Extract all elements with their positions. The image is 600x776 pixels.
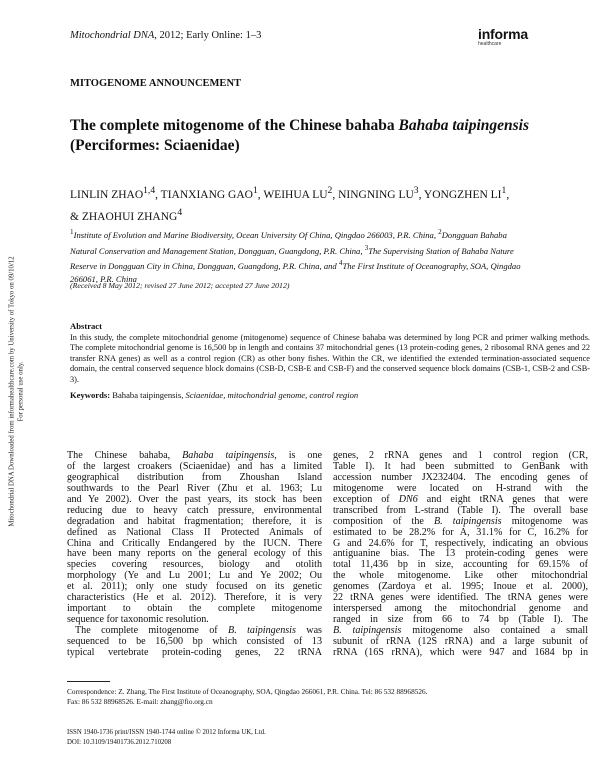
affiliation-text: The First Institute of Oceanography, SOA, Qingdao 266061, P.R. China (70, 260, 521, 284)
download-notice-line1: Mitochondrial DNA Downloaded from informahealthcare.com by University of Tokyo on 09/10/12 (8, 256, 16, 527)
title-text: The complete mitogenome of the Chinese bahaba (70, 117, 399, 134)
doi: DOI: 10.3109/19401736.2012.710208 (67, 738, 172, 746)
body-text: important to obtain the complete mitogenome (67, 603, 322, 615)
body-text: ranged in size from 66 to 74 bp (Table I). The (333, 614, 588, 626)
body-text: G and 24.6% for T, respectively, indicating an obvious (333, 537, 588, 549)
affiliation-text: Institute of Evolution and Marine Biodiversity, Ocean University Of China, Qingdao 266003, P.R. China, (73, 229, 439, 240)
body-text: subunit of rRNA (12S rRNA) and a large subunit of (333, 635, 588, 647)
body-text: sequence for taxonomic resolution. (67, 614, 209, 626)
body-text: of the largest croakers (Sciaenidae) and has a limited (67, 460, 322, 472)
journal-name: Mitochondrial DNA (70, 30, 155, 41)
author-name: & ZHAOHUI ZHANG (70, 210, 178, 223)
author-name: WEIHUA LU (263, 188, 328, 201)
download-notice-line2: For personal use only. (17, 361, 24, 422)
affiliation-text: The Supervising Station of Bahaba Nature Reserve in Dongguan City in China, Dongguan, Guangdong, P.R. China, and (70, 245, 514, 271)
keywords-rest: Sciaenidae, mitochondrial genome, control region (185, 390, 359, 400)
species-name: DN6 (398, 493, 418, 505)
body-text: antiguanine bias. The 13 protein-coding genes were (333, 548, 588, 560)
body-line (67, 648, 322, 659)
body-text: and eight tRNA genes that were (417, 493, 588, 505)
author-affiliation-mark: 3 (413, 185, 419, 196)
title-line2: (Perciformes: Sciaenidae) (70, 137, 240, 154)
body-text: interspersed among the mitochondrial genome and (333, 603, 588, 615)
body-text: genes, 2 rRNA genes and 1 control region (CR, (333, 450, 588, 461)
publication-info (67, 728, 266, 747)
affiliation-mark: 1 (70, 228, 74, 236)
species-name: Bahaba taipingensis (182, 450, 275, 461)
body-text: mitogenome were located on H-strand with the (333, 482, 588, 494)
body-text: degradation and habitat fragmentation; therefore, it is (67, 515, 322, 527)
body-text: have been many reports on the general ecology of this (67, 548, 322, 560)
body-text: sequenced to be 16,500 bp which consisted of 13 (67, 635, 322, 647)
body-column-left (67, 451, 322, 659)
body-text: defined as National Class II Protected Animals of (67, 526, 322, 538)
author-name: NINGNING LU (338, 188, 414, 201)
body-text: reducing due to heavy catch pressure, environmental (67, 504, 322, 516)
affiliation-mark: 2 (438, 228, 442, 236)
journal-issue: , 2012; Early Online: 1–3 (154, 30, 262, 41)
body-text: China and Critically Endangered by the IUCN. There (67, 537, 322, 549)
abstract (70, 321, 590, 386)
received-dates: (Received 8 May 2012; revised 27 June 2012; accepted 27 June 2012) (70, 281, 290, 290)
author-affiliation-mark: 1,4 (143, 185, 156, 196)
body-text: exception of (333, 493, 399, 505)
species-name: B. taipingensis (333, 625, 402, 636)
body-text: composition of the (333, 515, 434, 527)
body-text: , is one (274, 450, 322, 461)
species-name: B. taipingensis (434, 515, 502, 527)
affiliations (70, 226, 530, 285)
abstract-text: In this study, the complete mitochondrial genome (mitogenome) sequence of Chinese bahaba was determined by long PCR and primer walking methods. The complete mitochondrial genome is 16,500 bp in length and contains 37 mitochondrial genes (13 protein-coding genes, 2 ribosomal RNA genes and 22 transfer RNA genes) as well as a control region (CR) as other bony fishes. Within the CR, we identified the extended termination-associated sequence domain, the central conserved sequence block domains (CSB-D, CSB-E and CSB-F) and the conserved sequence block domains (CSB-1, CSB-2 and CSB-3). (70, 332, 590, 384)
author-name: LINLIN ZHAO (70, 188, 144, 201)
issn: ISSN 1940-1736 print/ISSN 1940-1744 online © 2012 Informa UK, Ltd. (67, 729, 266, 736)
author-list: LINLIN ZHAO$^{1,4}$, TIANXIANG GAO$^1$, WEIHUA $LU^2$, NINGNING $LU^3$, YONGZHEN $LI^1$, & ZHAOHUI ZHANG$^4$ (70, 185, 510, 223)
affiliation-mark: 3 (364, 243, 369, 252)
species-name: B. taipingensis (228, 625, 296, 636)
author-affiliation-mark: 2 (327, 185, 333, 196)
body-column-right (333, 451, 588, 659)
body-text: mitogenome also contained a small (401, 625, 588, 636)
body-text: Table I). It had been submitted to GenBank with (333, 460, 588, 472)
affiliation-text: Dongguan Bahaba Natural Conservation and Management Station, Dongguan, Guangdong, P.R. China, (70, 229, 507, 256)
publisher-logo (478, 27, 528, 47)
keywords (70, 390, 358, 400)
body-text: and Ye 2002). Over the past years, its stock has been (67, 493, 322, 505)
body-text: southwards to the Pearl River (Zhu et al. 1963; Lu (67, 482, 322, 494)
body-text: mitogenome was (501, 515, 588, 527)
body-text: morphology (Ye and Lu 2001; Lu and Ye 2002; Ou (67, 570, 322, 582)
body-text: accession number JX232404. The encoding genes of (333, 471, 588, 483)
correspondence-line2: Fax: 86 532 88968526. E-mail: zhang@fio.org.cn (67, 697, 213, 706)
affiliation-mark: 4 (338, 259, 343, 268)
body-text: The Chinese bahaba, (67, 450, 183, 461)
logo-sub: healthcare (478, 41, 502, 47)
body-text: et al. 2011); only one study focused on its genetic (67, 581, 322, 593)
body-text: characteristics (He et al. 2012). Therefore, it is very (67, 592, 322, 604)
body-text: was (295, 625, 322, 636)
body-text: species covering resources, biology and otolith (67, 559, 322, 571)
author-affiliation-mark: 1 (252, 185, 258, 196)
body-text: total 11,436 bp in size, accounting for 69.15% of (333, 559, 588, 571)
author-affiliation-mark: 4 (177, 206, 183, 218)
author-name: TIANXIANG GAO (160, 188, 253, 201)
title-species: Bahaba taipingensis (398, 117, 529, 134)
author-affiliation-mark: 1 (501, 185, 507, 196)
journal-header (70, 30, 261, 41)
body-text: genomes (Zardoya et al. 1995; Inoue et al. 2000), (333, 581, 588, 593)
body-text: rRNA (16S rRNA), which were 947 and 1684 bp in (333, 646, 588, 658)
article-type: MITOGENOME ANNOUNCEMENT (70, 78, 242, 89)
body-text: The complete mitogenome of (75, 625, 229, 636)
logo-main: informa (478, 26, 528, 42)
download-notice (9, 227, 26, 557)
body-line (333, 648, 588, 659)
correspondence-line1: Correspondence: Z. Zhang, The First Institute of Oceanography, SOA, Qingdao 266061, P.R. China. Tel: 86 532 88968526. (67, 687, 428, 696)
body-text: the whole mitogenome. Like other mitochondrial (333, 570, 588, 582)
body-text: typical vertebrate protein-coding genes, 22 tRNA (67, 646, 322, 658)
body-text: estimated to be 28.2% for A, 31.1% for C, 16.2% for (333, 526, 588, 538)
author-name: YONGZHEN LI (423, 188, 502, 201)
abstract-heading: Abstract (70, 321, 102, 331)
keywords-label: Keywords: (70, 390, 111, 400)
correspondence-footnote (67, 687, 428, 707)
body-text: transcribed from L-strand (Table I). The overall base (333, 504, 588, 516)
footnote-rule (67, 681, 110, 682)
body-text: 22 tRNA genes were identified. The tRNA genes were (333, 592, 588, 604)
keywords-first: Bahaba taipingensis, (112, 390, 186, 400)
body-text: geographical distribution from Zhoushan Island (67, 471, 322, 483)
article-title (70, 116, 550, 156)
